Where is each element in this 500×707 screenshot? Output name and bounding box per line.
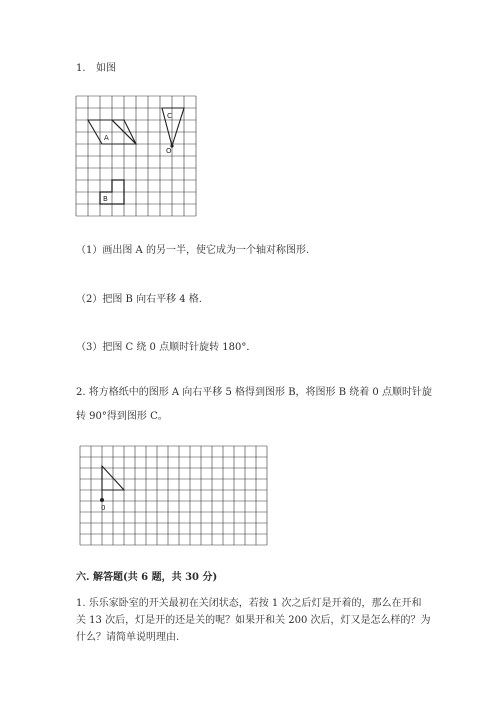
label-b: B [103,195,108,203]
grid-figure-2 [80,446,275,546]
q1-number: 1. [76,63,86,74]
label-c: C [167,112,172,120]
grid-figure-1 [76,96,198,218]
label-o-2: 0 [101,504,106,512]
point-o-2 [100,498,104,502]
q1-sub3: （3）把图 C 绕 0 点顺时针旋转 180°． [76,342,257,353]
shape-c [162,108,184,146]
section6-q1-line3: 什么？请简单说明理由. [76,632,180,643]
label-a: A [104,134,109,142]
section6-heading: 六. 解答题(共 6 题，共 30 分) [76,572,218,583]
q1-sub1: （1）画出图 A 的另一半，使它成为一个轴对称图形. [76,245,310,256]
q1-title: 如图 [96,63,116,74]
section6-q1-line2: 关 13 次后，灯是开的还是关的呢？如果开和关 200 次后，灯又是怎么样的？为 [76,615,431,626]
q2-line2: 转 90°得到图形 C。 [76,411,168,422]
q2-line1: 2. 将方格纸中的图形 A 向右平移 5 格得到图形 B，将图形 B 绕着 0 点顺时针旋 [76,387,432,398]
q1-sub2: （2）把图 B 向右平移 4 格. [76,294,202,305]
label-o-1: O [166,147,172,155]
section6-q1-line1: 1. 乐乐家卧室的开关最初在关闭状态，若按 1 次之后灯是开着的，那么在开和 [76,598,422,609]
